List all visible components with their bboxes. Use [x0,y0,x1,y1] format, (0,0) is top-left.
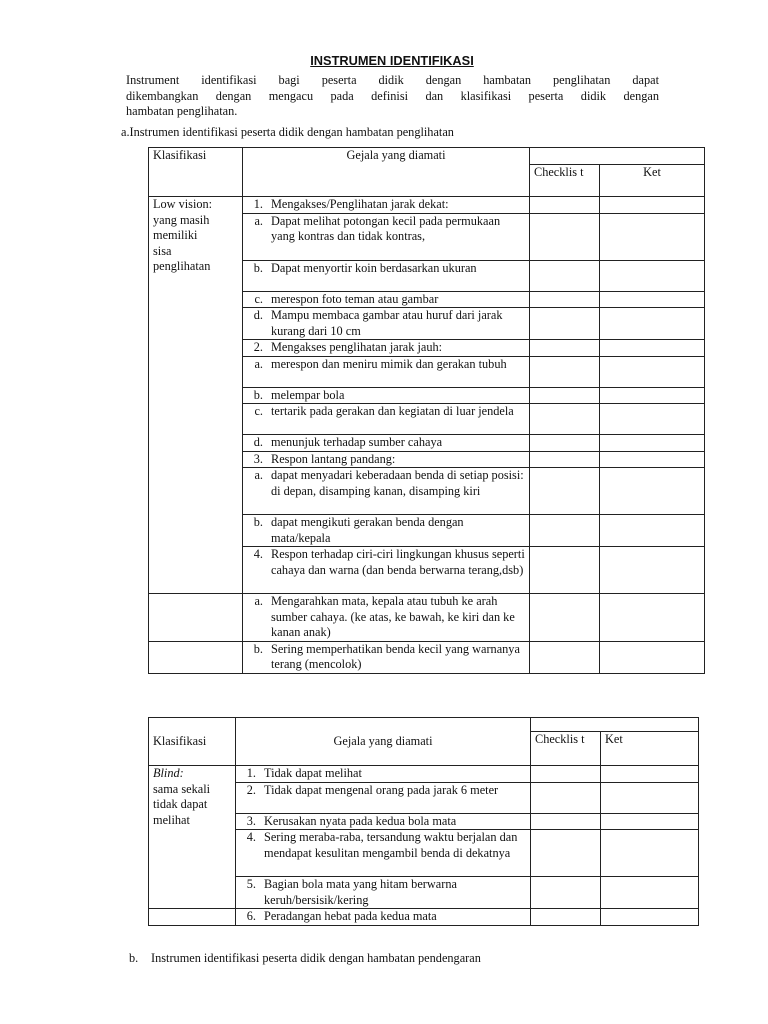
checklist-cell [530,468,600,515]
ket-cell [601,813,699,830]
gejala-cell [243,387,530,404]
low-vision-table [148,147,705,674]
blind-table [148,717,699,926]
section-a-heading: a.Instrumen identifikasi peserta didik dengan hambatan penglihatan [121,125,454,139]
item-text: Kerusakan nyata pada kedua bola mata [264,813,457,828]
checklist-cell [531,766,601,783]
checklist-cell [530,260,600,291]
checklist-cell [530,308,600,340]
checklist-cell [530,547,600,594]
header-ket: Ket [600,165,705,197]
gejala-cell [243,291,530,308]
gejala-item [247,308,525,339]
checklist-cell [530,451,600,468]
item-marker: 3. [246,813,256,828]
section-b-marker: b. [129,951,139,965]
gejala-item [247,388,525,404]
gejala-cell [243,641,530,673]
ket-cell [601,877,699,909]
item-text: dapat mengikuti gerakan benda dengan mata/kepala [271,515,464,545]
gejala-cell [243,308,530,340]
item-text: menunjuk terhadap sumber cahaya [271,435,443,449]
header-klasifikasi: Klasifikasi [149,148,243,197]
ket-cell [600,291,705,308]
ket-cell [600,260,705,291]
table-row [149,766,699,783]
gejala-item [247,642,525,673]
gejala-cell [243,340,530,357]
header-checklist: Checklis t [530,165,600,197]
intro-paragraph [126,73,659,120]
classification-line: Low vision: [153,197,213,211]
item-text: merespon foto teman atau gambar [271,291,439,306]
classification-cell-empty [149,641,243,673]
item-marker: 6. [246,909,256,923]
intro-line: hambatan penglihatan. [126,104,238,118]
gejala-item [247,468,525,499]
item-text: Mampu membaca gambar atau huruf dari jarak kurang dari 10 cm [271,308,503,338]
ket-cell [600,451,705,468]
gejala-item [247,357,525,373]
ket-cell [600,641,705,673]
item-text: Mengakses penglihatan jarak jauh: [271,340,443,354]
gejala-cell [243,451,530,468]
ket-cell [600,308,705,340]
item-text: Mengarahkan mata, kepala atau tubuh ke arah sumber cahaya. (ke atas, ke bawah, ke kiri dan ke kanan anak) [271,594,515,639]
checklist-cell [530,197,600,214]
item-marker: 1. [246,766,256,780]
checklist-cell [530,515,600,547]
classification-line: tidak dapat [153,797,208,811]
table-row [149,197,705,214]
item-marker: 5. [246,877,256,891]
checklist-cell [531,782,601,813]
gejala-item [247,515,525,546]
gejala-cell [243,213,530,260]
gejala-cell [243,197,530,214]
item-text: Respon lantang pandang: [271,451,396,466]
checklist-cell [530,340,600,357]
item-marker: c. [254,404,263,418]
gejala-item [247,452,525,468]
gejala-item [247,197,525,213]
item-text: merespon dan meniru mimik dan gerakan tubuh [271,356,507,371]
item-text: Sering meraba-raba, tersandung waktu berjalan dan mendapat kesulitan mengambil benda di dekatnya [264,830,518,860]
item-marker: a. [254,468,263,482]
item-text: dapat menyadari keberadaan benda di setiap posisi: di depan, disamping kanan, disamping kiri [271,468,524,498]
classification-cell-empty [149,594,243,642]
classification-cell [149,766,236,909]
ket-cell [600,404,705,435]
table-row [149,641,705,673]
gejala-cell [243,547,530,594]
checklist-cell [530,435,600,452]
item-marker: 4. [253,547,263,561]
item-marker: b. [253,641,263,656]
gejala-cell [243,435,530,452]
checklist-cell [530,387,600,404]
gejala-cell [236,813,531,830]
ket-cell [600,356,705,387]
checklist-cell [531,830,601,877]
gejala-item [247,594,525,641]
classification-cell-empty [149,909,236,926]
gejala-cell [236,782,531,813]
gejala-cell [243,468,530,515]
ket-cell [601,782,699,813]
item-marker: 2. [253,340,263,354]
item-marker: a. [254,356,263,371]
checklist-cell [530,291,600,308]
header-klasifikasi: Klasifikasi [149,718,236,766]
item-marker: 1. [253,197,263,211]
gejala-item [247,292,525,308]
ket-cell [600,213,705,260]
gejala-item [247,214,525,245]
header-checklist: Checklis t [531,732,601,766]
checklist-cell [530,356,600,387]
checklist-cell [530,404,600,435]
item-text: Bagian bola mata yang hitam berwarna keruh/bersisik/kering [264,877,457,907]
checklist-cell [531,909,601,926]
classification-line: melihat [153,812,190,827]
ket-cell [600,340,705,357]
classification-line: sama sekali [153,781,211,796]
classification-line: yang masih [153,212,210,227]
gejala-cell [236,830,531,877]
checklist-cell [531,877,601,909]
checklist-cell [530,641,600,673]
gejala-item [247,261,525,277]
header-blank [530,148,705,165]
section-b-text: Instrumen identifikasi peserta didik dengan hambatan pendengaran [151,951,481,965]
gejala-cell [236,909,531,926]
intro-line: dikembangkan dengan mengacu pada definisi dan klasifikasi peserta didik dengan [126,88,659,103]
ket-cell [600,594,705,642]
ket-cell [600,197,705,214]
item-marker: c. [254,291,263,306]
checklist-cell [531,813,601,830]
classification-line: sisa [153,243,172,258]
item-marker: 4. [246,830,256,844]
gejala-cell [236,877,531,909]
item-marker: 2. [246,782,256,797]
ket-cell [601,766,699,783]
item-text: Dapat menyortir koin berdasarkan ukuran [271,260,477,275]
header-ket: Ket [601,732,699,766]
gejala-cell [243,515,530,547]
item-marker: a. [254,213,263,228]
gejala-cell [243,404,530,435]
table-row [149,594,705,642]
item-marker: d. [253,308,263,322]
intro-line: Instrument identifikasi bagi peserta didik dengan hambatan penglihatan dapat [126,73,659,87]
ket-cell [600,435,705,452]
gejala-cell [243,594,530,642]
ket-cell [600,468,705,515]
ket-cell [600,387,705,404]
gejala-item [240,766,526,782]
item-marker: b. [253,260,263,275]
gejala-item [247,547,525,578]
item-text: Tidak dapat melihat [264,766,362,780]
gejala-item [240,877,526,908]
item-text: Sering memperhatikan benda kecil yang warnanya terang (mencolok) [271,641,520,671]
gejala-cell [236,766,531,783]
item-marker: d. [253,435,263,449]
gejala-item [247,404,525,420]
gejala-cell [243,260,530,291]
classification-title: Blind: [153,766,184,780]
classification-cell [149,197,243,594]
item-text: Dapat melihat potongan kecil pada permukaan yang kontras dan tidak kontras, [271,213,501,243]
header-blank [531,718,699,732]
header-gejala: Gejala yang diamati [243,148,530,197]
gejala-item [240,783,526,799]
item-text: Tidak dapat mengenal orang pada jarak 6 meter [264,782,499,797]
item-marker: a. [254,594,263,608]
gejala-item [240,909,526,925]
table-row [149,909,699,926]
section-b-heading [129,951,481,967]
ket-cell [601,909,699,926]
gejala-item [240,814,526,830]
gejala-item [247,340,525,356]
item-text: Peradangan hebat pada kedua mata [264,909,437,923]
gejala-item [247,435,525,451]
gejala-item [240,830,526,861]
ket-cell [601,830,699,877]
ket-cell [600,515,705,547]
checklist-cell [530,213,600,260]
checklist-cell [530,594,600,642]
item-marker: 3. [253,451,263,466]
item-marker: b. [253,515,263,529]
item-text: melempar bola [271,387,345,402]
item-text: tertarik pada gerakan dan kegiatan di luar jendela [271,404,514,418]
item-text: Mengakses/Penglihatan jarak dekat: [271,197,449,211]
classification-line: memiliki [153,228,198,242]
header-gejala: Gejala yang diamati [236,718,531,766]
classification-line: penglihatan [153,259,211,273]
item-marker: b. [253,387,263,402]
item-text: Respon terhadap ciri-ciri lingkungan khusus seperti cahaya dan warna (dan benda berwarna terang,dsb) [271,547,525,577]
gejala-cell [243,356,530,387]
document-title: INSTRUMEN IDENTIFIKASI [310,53,474,68]
ket-cell [600,547,705,594]
